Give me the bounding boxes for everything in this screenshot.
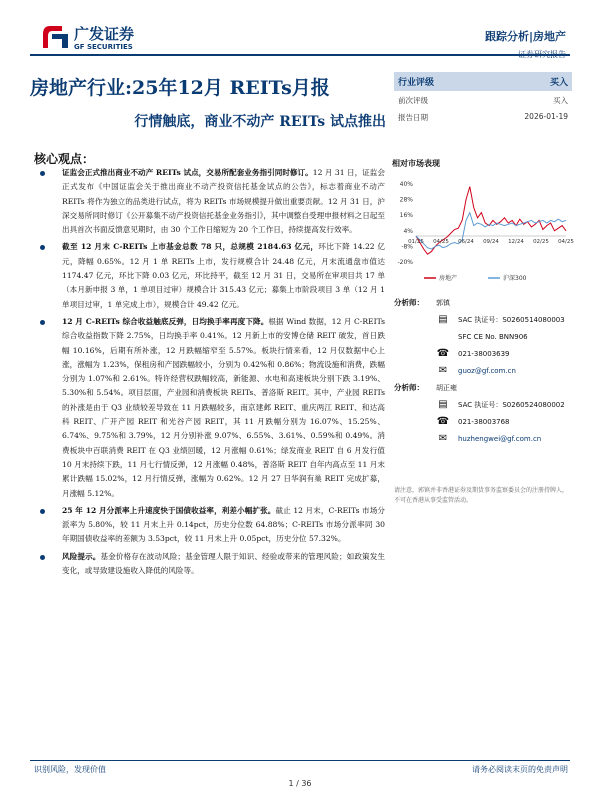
core-views-body <box>40 166 385 581</box>
paragraph-text: 基金价格存在波动风险；基金管理人限于知识、经验或带来的管理风险；如政策发生变化，或导致建设施收入降低的风险等。 <box>62 551 386 576</box>
x-tick-label: 02/25 <box>533 239 549 245</box>
bullet-icon <box>40 171 45 176</box>
report-date-label: 报告日期 <box>398 113 428 122</box>
report-subtitle: 行情触底，商业不动产 REITs 试点推出 <box>134 114 386 130</box>
legend-label: 房地产 <box>439 275 458 282</box>
report-title: 房地产行业:25年12月 REITs月报 <box>30 77 330 99</box>
page-number: 1 / 36 <box>288 779 312 788</box>
analyst-sfc: SFC CE No. BNN906 <box>458 332 528 341</box>
y-tick-label: -8% <box>401 243 413 251</box>
analyst-name-row <box>394 294 572 311</box>
analyst-name-row <box>394 379 572 396</box>
paragraph-lead: 25 年 12 月分派率上升速度快于国债收益率，利差小幅扩张。 <box>62 505 276 515</box>
email-icon: ✉ <box>438 365 448 376</box>
previous-rating-label: 前次评级 <box>398 96 428 105</box>
analyst-sac: SAC 执证号：S0260514080003 <box>458 315 565 324</box>
id-card-icon: ▤ <box>438 399 448 410</box>
previous-rating-value: 买入 <box>553 96 568 105</box>
x-tick-label: 06/24 <box>458 239 474 245</box>
analyst-phone: 021-38003768 <box>458 417 510 426</box>
logo-cn-text: 广发证券 <box>74 25 135 43</box>
rating-label: 行业评级 <box>398 78 435 88</box>
analyst-email[interactable]: huzhengwei@gf.com.cn <box>458 434 542 443</box>
bullet-icon <box>40 509 45 514</box>
company-logo <box>40 22 180 52</box>
analyst-name: 郭镇 <box>436 298 450 307</box>
y-tick-label: 28% <box>399 196 413 204</box>
analyst-phone: 021-38003639 <box>458 349 510 358</box>
header-divider <box>30 54 570 56</box>
rating-box <box>394 72 572 125</box>
analyst-email-row <box>394 430 572 447</box>
paragraph-text: 环比下降 14.22 亿元，降幅 0.65%。12 月 1 单 REITs 上市，发行规模合计 24.48 亿元，月末流通盘市值达 1174.47 亿元，环比下降 0.03 亿元，环比持平，截至 12 月 31 日，交易所在审项目共 17 单（本月新申报 3 单，1 单项目过审）规模合计 315.43 亿元；募集上市阶段项目 3 单（12 月 1 单项目过审，1 单完成上市），规模合计 49.42 亿元。 <box>62 242 385 309</box>
phone-icon: ☎ <box>436 416 450 427</box>
analyst-sac-row <box>394 396 572 413</box>
email-icon: ✉ <box>438 433 448 444</box>
analyst-sfc-row <box>394 328 572 345</box>
y-tick-label: 40% <box>399 181 413 188</box>
legend-label: 沪深300 <box>503 275 527 282</box>
bullet-icon <box>40 320 45 325</box>
analyst-panel <box>394 294 572 447</box>
id-card-icon: ▤ <box>438 314 448 325</box>
analyst-disclaimer: 请注意，郭镇并非香港证券及期货事务监察委员会的注册持牌人，不可在香港从事受监管活动。 <box>394 487 569 504</box>
footer-disclaimer-note: 请务必阅读末页的免责声明 <box>472 765 568 774</box>
paragraph-text: 根据 Wind 数据，12 月 C-REITs 综合收益指数下降 2.75%，日均换手率 0.41%。12 月新上市的安博仓储 REIT 破发，首日跌幅 10.16%，后期有所补涨，12 月跌幅缩窄至 5.57%。板块行情来看，12 月仅数据中心上涨，涨幅为 1.23%，保租房和产园跌幅较小，分别为 0.42%和 0.86%；物流设施和消费，跌幅分别为 1.07%和 2.61%。特许经营权跌幅较高，新能源、水电和高速板块分别下跌 3.19%、5.30%和 5.54%。项目层面，产业园和消费板块 REITs、普洛斯 REIT。其中，产业园 REITs 的补涨是由于 Q3 业绩较差导致在 11 月跌幅较多，南京建邺 REIT、重庆两江 REIT、和达高科 REIT、广开产园 REIT 和光谷产园 REIT，其 11 月跌幅分别为 16.07%、15.25%、6.74%、9.75%和 3.79%，12 月分别补涨 9.07%、6.55%、3.61%、0.59%和 0.49%。消费板块中百联消费 REIT 在 Q3 业绩回暖，12 月涨幅 0.61%；绿发商业 REIT 自 6 月发行值 10 月末持续下跌，11 月七行情反弹，12 月涨幅 0.48%，普洛斯 REIT 自年内高点至 11 月末累计跌幅 15.02%，12 月行情反弹，涨幅为 0.62%。12 月 27 日华润有巢 REIT 完成扩募，月涨幅 5.12%。 <box>62 316 385 498</box>
footer-slogan: 识别风险，发现价值 <box>34 765 106 774</box>
y-tick-label: 4% <box>403 227 413 235</box>
analyst-sac: SAC 执证号：S0260524080002 <box>458 400 565 409</box>
previous-rating-row <box>394 91 572 108</box>
rating-value: 买入 <box>549 78 568 88</box>
paragraph <box>40 550 385 579</box>
logo-en-text: GF SECURITIES <box>74 43 133 51</box>
analyst-role: 分析师： <box>394 383 424 392</box>
bullet-icon <box>40 245 45 250</box>
core-views-title: 核心观点： <box>34 152 95 166</box>
analyst-phone-row <box>394 345 572 362</box>
y-tick-label: 16% <box>399 212 413 220</box>
report-date-value: 2026-01-19 <box>524 112 568 121</box>
paragraph <box>40 504 385 547</box>
analyst-name: 胡正雍 <box>436 383 457 392</box>
bullet-icon <box>40 555 45 560</box>
x-tick-label: 01/25 <box>408 239 424 245</box>
x-tick-label: 12/24 <box>508 239 524 245</box>
relative-performance-chart <box>390 176 572 288</box>
analyst-email-row <box>394 362 572 379</box>
paragraph-text: 截止 12 月末，C-REITs 市场分派率为 5.80%，较 11 月末上升 0.14pct，历史分位数 64.88%；C-REITs 市场分派率同 30 年期国债收益率的差额为 3.53pct，较 11 月末上升 0.05pct，历史分位 57.32%。 <box>62 505 385 544</box>
paragraph-text: 12 月 31 日，证监会正式发布《中国证监会关于推出商业不动产投资信托基金试点的公告》，标志着商业不动产 REITs 将作为独立的品类进行试点，将为 REITs 市场规模提升做出重要贡献。12 月 31 日，沪深交易所同时修订《公开募集不动产投资信托基金业务指引》，其中调整自受理申报材料之日起至出具首次书面反馈意见期时，由 30 个工作日缩短为 20 个工作日，持续提高发行效率。 <box>62 168 385 235</box>
paragraph-lead: 证监会正式推出商业不动产 REITs 试点，交易所配套业务指引同时修订。 <box>62 168 313 177</box>
analyst-role: 分析师： <box>394 298 424 307</box>
x-tick-label: 04/25 <box>433 239 449 245</box>
report-type: 跟踪分析|房地产 <box>484 30 566 43</box>
analyst-email[interactable]: guoz@gf.com.cn <box>458 366 516 375</box>
paragraph-lead: 12 月 C-REITs 综合收益触底反弹，日均换手率再度下降。 <box>62 316 269 326</box>
footer-divider <box>30 760 570 761</box>
paragraph-lead: 截至 12 月末 C-REITs 上市基金总数 78 只，总规模 2184.63 亿元， <box>62 242 319 252</box>
rating-header <box>394 72 572 91</box>
paragraph <box>40 315 385 501</box>
paragraph-lead: 风险提示。 <box>62 551 101 561</box>
analyst-sac-row <box>394 311 572 328</box>
paragraph <box>40 166 385 237</box>
x-tick-label: 04/25 <box>558 239 574 245</box>
paragraph <box>40 240 385 311</box>
report-date-row <box>394 108 572 125</box>
x-tick-label: 09/24 <box>483 239 499 245</box>
y-tick-label: -20% <box>397 259 413 266</box>
phone-icon: ☎ <box>436 348 450 359</box>
relative-performance-title: 相对市场表现 <box>392 158 440 168</box>
analyst-phone-row <box>394 413 572 430</box>
